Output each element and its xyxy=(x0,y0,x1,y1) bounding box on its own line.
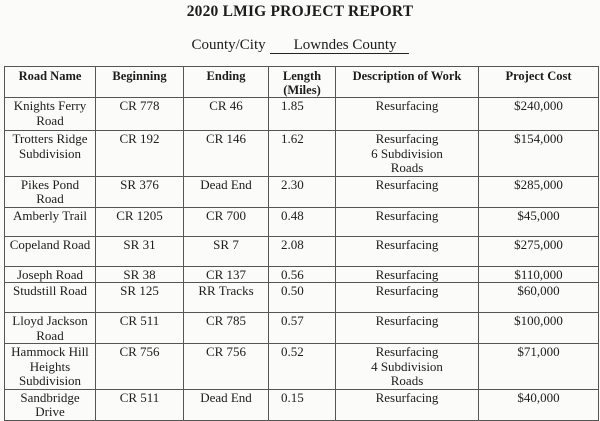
description-line: Resurfacing xyxy=(375,207,439,223)
description-line: 4 Subdivision xyxy=(371,358,443,374)
road-name-cell: Amberly Trail xyxy=(5,207,96,236)
length-cell: 0.56 xyxy=(269,266,336,283)
description-cell xyxy=(336,98,479,131)
beginning-cell: CR 778 xyxy=(96,98,184,131)
length-cell: 0.52 xyxy=(269,344,336,390)
road-name-cell: Hammock Hill Heights Subdivision xyxy=(5,344,96,390)
table-row xyxy=(5,266,599,283)
description-cell xyxy=(336,131,479,177)
table-header-row xyxy=(5,67,599,98)
length-cell: 0.15 xyxy=(269,389,336,420)
cost-cell: $154,000 xyxy=(479,131,599,177)
beginning-cell: CR 192 xyxy=(96,131,184,177)
description-cell xyxy=(336,266,479,283)
project-table xyxy=(4,66,599,421)
road-name-cell: Joseph Road xyxy=(5,266,96,283)
description-line: Roads xyxy=(390,160,424,175)
beginning-cell: SR 31 xyxy=(96,236,184,266)
county-city-value: Lowndes County xyxy=(270,38,409,54)
county-city-line xyxy=(0,37,600,54)
beginning-cell: CR 1205 xyxy=(96,207,184,236)
length-cell: 1.85 xyxy=(269,98,336,131)
road-name-cell: Lloyd Jackson Road xyxy=(5,313,96,344)
road-name-cell: Studstill Road xyxy=(5,283,96,313)
header-description: Description of Work xyxy=(336,67,479,98)
cost-cell: $275,000 xyxy=(479,236,599,266)
table-row xyxy=(5,389,599,420)
beginning-cell: CR 511 xyxy=(96,313,184,344)
county-city-label: County/City xyxy=(191,37,266,53)
beginning-cell: SR 38 xyxy=(96,266,184,283)
description-line: Resurfacing xyxy=(375,389,439,405)
table-row xyxy=(5,176,599,207)
cost-cell: $240,000 xyxy=(479,98,599,131)
description-line: 6 Subdivision xyxy=(371,145,443,161)
road-name-cell: Sandbridge Drive xyxy=(5,389,96,420)
beginning-cell: SR 125 xyxy=(96,283,184,313)
description-cell xyxy=(336,236,479,266)
length-cell: 0.57 xyxy=(269,313,336,344)
length-cell: 2.08 xyxy=(269,236,336,266)
ending-cell: CR 756 xyxy=(184,344,269,390)
header-road-name: Road Name xyxy=(5,67,96,98)
ending-cell: CR 785 xyxy=(184,313,269,344)
description-cell xyxy=(336,313,479,344)
description-line: Resurfacing xyxy=(375,236,439,252)
road-name-cell: Knights Ferry Road xyxy=(5,98,96,131)
cost-cell: $285,000 xyxy=(479,176,599,207)
description-line: Resurfacing xyxy=(375,266,439,282)
table-row xyxy=(5,131,599,177)
description-cell xyxy=(336,283,479,313)
table-row xyxy=(5,207,599,236)
header-length: Length (Miles) xyxy=(269,67,336,98)
description-line: Resurfacing xyxy=(375,131,439,146)
ending-cell: Dead End xyxy=(184,389,269,420)
description-line: Roads xyxy=(390,373,424,388)
description-cell xyxy=(336,344,479,390)
ending-cell: RR Tracks xyxy=(184,283,269,313)
road-name-cell: Pikes Pond Road xyxy=(5,176,96,207)
length-cell: 1.62 xyxy=(269,131,336,177)
description-line: Resurfacing xyxy=(375,313,439,328)
cost-cell: $110,000 xyxy=(479,266,599,283)
ending-cell: SR 7 xyxy=(184,236,269,266)
header-cost: Project Cost xyxy=(479,67,599,98)
road-name-cell: Trotters Ridge Subdivision xyxy=(5,131,96,177)
length-cell: 0.48 xyxy=(269,207,336,236)
length-cell: 0.50 xyxy=(269,283,336,313)
beginning-cell: CR 756 xyxy=(96,344,184,390)
description-line: Resurfacing xyxy=(375,344,439,359)
description-cell xyxy=(336,389,479,420)
beginning-cell: CR 511 xyxy=(96,389,184,420)
ending-cell: CR 700 xyxy=(184,207,269,236)
description-cell xyxy=(336,176,479,207)
cost-cell: $40,000 xyxy=(479,389,599,420)
cost-cell: $60,000 xyxy=(479,283,599,313)
cost-cell: $45,000 xyxy=(479,207,599,236)
description-cell xyxy=(336,207,479,236)
table-row xyxy=(5,236,599,266)
table-row xyxy=(5,344,599,390)
ending-cell: CR 137 xyxy=(184,266,269,283)
report-title: 2020 LMIG PROJECT REPORT xyxy=(186,3,414,20)
beginning-cell: SR 376 xyxy=(96,176,184,207)
length-cell: 2.30 xyxy=(269,176,336,207)
table-row xyxy=(5,283,599,313)
description-line: Resurfacing xyxy=(375,176,439,192)
ending-cell: Dead End xyxy=(184,176,269,207)
description-line: Resurfacing xyxy=(375,283,439,298)
road-name-cell: Copeland Road xyxy=(5,236,96,266)
ending-cell: CR 46 xyxy=(184,98,269,131)
header-ending: Ending xyxy=(184,67,269,98)
description-line: Resurfacing xyxy=(375,98,439,113)
cost-cell: $100,000 xyxy=(479,313,599,344)
table-row xyxy=(5,313,599,344)
table-row xyxy=(5,98,599,131)
table-body xyxy=(5,98,599,421)
ending-cell: CR 146 xyxy=(184,131,269,177)
cost-cell: $71,000 xyxy=(479,344,599,390)
header-beginning: Beginning xyxy=(96,67,184,98)
